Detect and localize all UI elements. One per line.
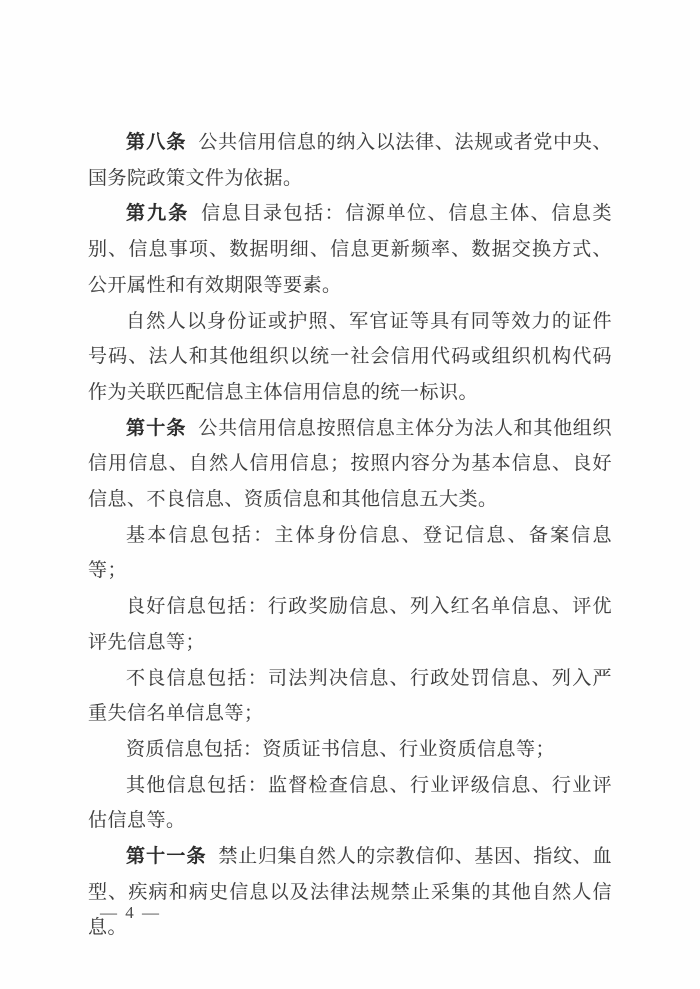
paragraph-text: 良好信息包括：行政奖励信息、列入红名单信息、评优评先信息等； bbox=[88, 596, 612, 653]
article-number: 第九条 bbox=[126, 203, 190, 225]
article-number: 第十条 bbox=[126, 417, 187, 439]
paragraph-text: 公共信用信息按照信息主体分为法人和其他组织信用信息、自然人信用信息；按照内容分为基本信息、良好信息、不良信息、资质信息和其他信息五大类。 bbox=[88, 417, 612, 511]
paragraph-text: 公共信用信息的纳入以法律、法规或者党中央、国务院政策文件为依据。 bbox=[88, 132, 612, 189]
paragraph-qualification-info bbox=[88, 732, 612, 768]
paragraph-text: 资质信息包括：资质证书信息、行业资质信息等； bbox=[126, 738, 556, 760]
paragraph-article-8 bbox=[88, 125, 612, 196]
paragraph-good-info bbox=[88, 589, 612, 660]
paragraph-other-info bbox=[88, 768, 612, 839]
paragraph-text: 信息目录包括：信源单位、信息主体、信息类别、信息事项、数据明细、信息更新频率、数据交换方式、公开属性和有效期限等要素。 bbox=[88, 203, 612, 296]
paragraph-basic-info bbox=[88, 518, 612, 589]
paragraph-article-10 bbox=[88, 411, 612, 518]
page-number: — 4 — bbox=[100, 903, 161, 922]
paragraph-identifier-rule bbox=[88, 304, 612, 411]
paragraph-text: 自然人以身份证或护照、军官证等具有同等效力的证件号码、法人和其他组织以统一社会信用代码或组织机构代码作为关联匹配信息主体信用信息的统一标识。 bbox=[88, 310, 612, 403]
document-body bbox=[88, 125, 612, 946]
paragraph-text: 基本信息包括：主体身份信息、登记信息、备案信息等； bbox=[88, 524, 612, 582]
paragraph-article-9 bbox=[88, 196, 612, 303]
paragraph-article-11 bbox=[88, 839, 612, 946]
article-number: 第十一条 bbox=[126, 846, 207, 868]
paragraph-text: 不良信息包括：司法判决信息、行政处罚信息、列入严重失信名单信息等； bbox=[88, 667, 612, 725]
paragraph-text: 禁止归集自然人的宗教信仰、基因、指纹、血型、疾病和病史信息以及法律法规禁止采集的其他自然人信息。 bbox=[88, 846, 612, 939]
paragraph-text: 其他信息包括：监督检查信息、行业评级信息、行业评估信息等。 bbox=[88, 774, 612, 832]
paragraph-bad-info bbox=[88, 661, 612, 732]
article-number: 第八条 bbox=[126, 132, 187, 153]
